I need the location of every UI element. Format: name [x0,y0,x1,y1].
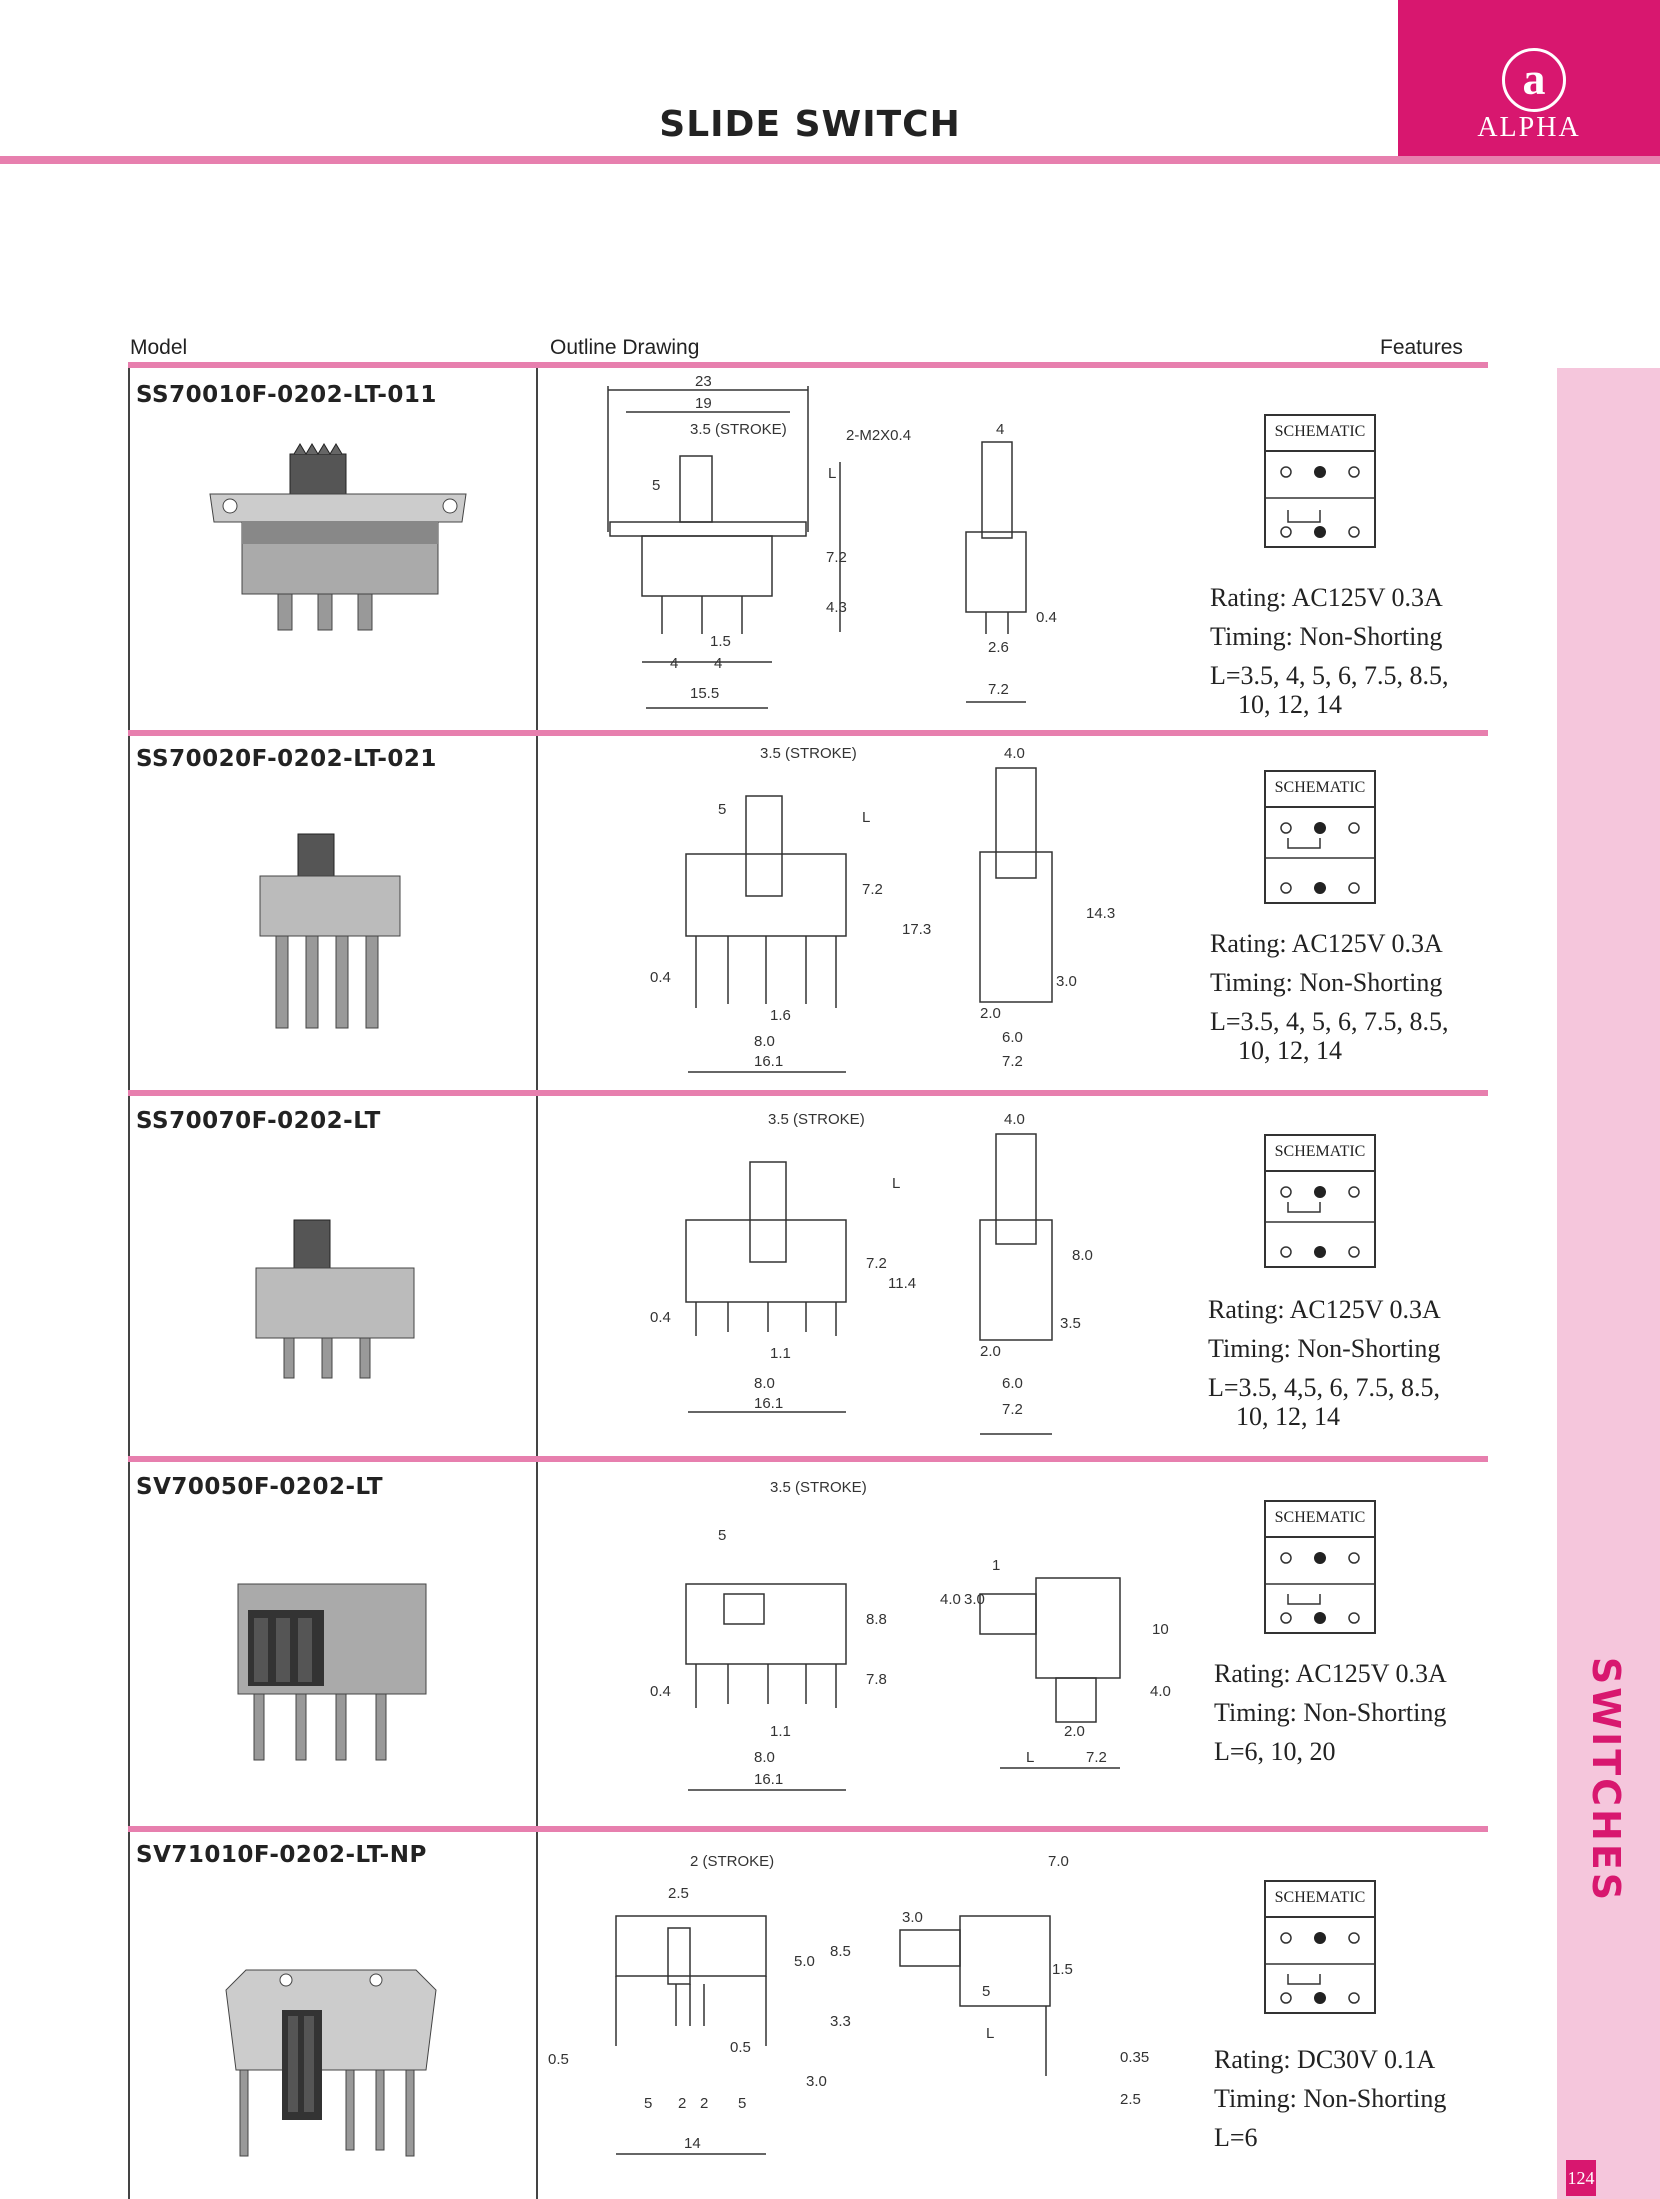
dim-label: 15.5 [690,685,720,702]
product-photo [200,440,480,650]
dim-label: 4.0 [940,1591,961,1608]
dim-label: 0.4 [650,969,671,986]
dim-label: 8.5 [830,1943,851,1960]
dim-label: 3.0 [902,1909,923,1926]
sidebar-category: SWITCHES [1584,1656,1628,1904]
dim-label: 2.0 [1064,1723,1085,1740]
dim-label: 2-M2X0.4 [846,427,912,444]
dim-label: 3.5 (STROKE) [690,421,787,438]
l-values-cont: 10, 12, 14 [1236,1402,1340,1431]
product-photo [216,1950,446,2170]
features-text [1214,2040,1446,2157]
dim-label: 1.5 [710,633,731,650]
dim-label: 2.0 [980,1005,1001,1022]
dim-label: 2 [700,2095,709,2112]
dim-label: 4.0 [1004,1111,1025,1128]
brand-name: ALPHA [1477,112,1581,143]
dim-label: 3.5 (STROKE) [768,1111,865,1128]
dim-label: 2.5 [668,1885,689,1902]
schematic-label: SCHEMATIC [1266,1882,1374,1918]
dim-label: 8.0 [754,1749,775,1766]
dim-label: 16.1 [754,1053,784,1070]
outline-drawing [640,1474,1200,1814]
dim-label: 3.0 [964,1591,985,1608]
dim-label: 1.5 [1052,1961,1073,1978]
timing: Timing: Non-Shorting [1208,1334,1441,1363]
dim-label: 10 [1152,1621,1169,1638]
rating: Rating: DC30V 0.1A [1214,2045,1436,2074]
dim-label: 0.4 [1036,609,1057,626]
dim-label: 0.5 [730,2039,751,2056]
rating: Rating: AC125V 0.3A [1214,1659,1447,1688]
brand-letter: a [1502,48,1566,112]
dim-label: 14.3 [1086,905,1116,922]
row-divider [128,1090,1488,1096]
schematic-diagram [1264,414,1376,548]
outline-drawing [590,372,1120,722]
schematic-diagram [1264,770,1376,904]
dim-label: L [986,2025,995,2042]
dim-label: 3.5 (STROKE) [760,745,857,762]
brand-logo [1398,0,1660,156]
schematic-label: SCHEMATIC [1266,772,1374,808]
dim-label: 1.1 [770,1723,791,1740]
dim-label: 6.0 [1002,1029,1023,1046]
dim-label: 5 [644,2095,653,2112]
dim-label: 5 [982,1983,991,2000]
dim-label: 7.2 [988,681,1009,698]
header-model: Model [130,336,188,359]
dim-label: 1.1 [770,1345,791,1362]
schematic-label: SCHEMATIC [1266,416,1374,452]
dim-label: 3.5 (STROKE) [770,1479,867,1496]
outline-drawing [640,742,1120,1082]
product-photo [232,1580,432,1770]
timing: Timing: Non-Shorting [1214,1698,1447,1727]
l-values: L=3.5, 4, 5, 6, 7.5, 8.5, [1210,661,1449,690]
timing: Timing: Non-Shorting [1210,968,1443,997]
product-photo [250,830,420,1040]
dim-label: 5 [718,1527,727,1544]
dim-label: 11.4 [888,1275,917,1292]
schematic-diagram [1264,1134,1376,1268]
schematic-diagram [1264,1500,1376,1634]
dim-label: 7.2 [866,1255,887,1272]
page-title: SLIDE SWITCH [659,104,961,145]
dim-label: 0.35 [1120,2049,1150,2066]
dim-label: 7.2 [826,549,847,566]
dim-label: 3.0 [806,2073,827,2090]
dim-label: 8.0 [754,1033,775,1050]
l-values: L=3.5, 4,5, 6, 7.5, 8.5, [1208,1373,1441,1402]
l-values: L=3.5, 4, 5, 6, 7.5, 8.5, [1210,1007,1449,1036]
dim-label: 7.2 [1002,1053,1023,1070]
rating: Rating: AC125V 0.3A [1210,583,1443,612]
l-values: L=6, 10, 20 [1214,1737,1336,1766]
dim-label: 17.3 [902,921,932,938]
dim-label: 7.8 [866,1671,887,1688]
dim-label: 5 [738,2095,747,2112]
schematic-label: SCHEMATIC [1266,1502,1374,1538]
dim-label: 2.6 [988,639,1009,656]
model-name: SV71010F-0202-LT-NP [136,1842,427,1868]
dim-label: 2.5 [1120,2091,1141,2108]
model-name: SV70050F-0202-LT [136,1474,384,1500]
dim-label: L [892,1175,901,1192]
row-divider [128,730,1488,736]
l-values-cont: 10, 12, 14 [1238,690,1342,719]
features-text [1208,1290,1441,1436]
row-divider [128,1826,1488,1832]
header-features: Features [1380,336,1463,359]
dim-label: 1 [992,1557,1001,1574]
model-name: SS70010F-0202-LT-011 [136,382,437,408]
dim-label: 2.0 [980,1343,1001,1360]
features-text [1210,924,1449,1070]
product-photo [250,1216,420,1386]
dim-label: 4 [996,421,1005,438]
dim-label: L [1026,1749,1035,1766]
l-values: L=6 [1214,2123,1258,2152]
rating: Rating: AC125V 0.3A [1208,1295,1441,1324]
dim-label: 5.0 [794,1953,815,1970]
dim-label: 0.4 [650,1309,671,1326]
sidebar [1557,368,1660,2199]
dim-label: 3.0 [1056,973,1077,990]
timing: Timing: Non-Shorting [1210,622,1443,651]
row-divider [128,362,1488,368]
header-divider [0,156,1660,164]
dim-label: 7.2 [862,881,883,898]
dim-label: 14 [684,2135,701,2152]
header-outline-drawing: Outline Drawing [550,336,700,359]
dim-label: 3.5 [1060,1315,1081,1332]
schematic-label: SCHEMATIC [1266,1136,1374,1172]
row-divider [128,1456,1488,1462]
dim-label: 5 [652,477,661,494]
model-name: SS70020F-0202-LT-021 [136,746,437,772]
page-number: 124 [1566,2160,1596,2196]
outline-drawing [640,1108,1120,1448]
dim-label: 8.0 [754,1375,775,1392]
features-text [1214,1654,1447,1771]
dim-label: 23 [695,373,712,390]
dim-label: 1.6 [770,1007,791,1024]
l-values-cont: 10, 12, 14 [1238,1036,1342,1065]
schematic-diagram [1264,1880,1376,2014]
dim-label: L [828,465,837,482]
dim-label: 4.0 [1004,745,1025,762]
dim-label: 2 (STROKE) [690,1853,775,1870]
dim-label: 4.3 [826,599,847,616]
timing: Timing: Non-Shorting [1214,2084,1447,2113]
dim-label: 4.0 [1150,1683,1171,1700]
features-text [1210,578,1449,724]
dim-label: 8.0 [1072,1247,1093,1264]
dim-label: 0.5 [548,2051,569,2068]
column-divider [536,365,538,2199]
rating: Rating: AC125V 0.3A [1210,929,1443,958]
dim-label: L [862,809,871,826]
dim-label: 6.0 [1002,1375,1023,1392]
dim-label: 4 [670,655,679,672]
dim-label: 19 [695,395,712,412]
dim-label: 7.2 [1002,1401,1023,1418]
dim-label: 8.8 [866,1611,887,1628]
dim-label: 4 [714,655,723,672]
dim-label: 0.4 [650,1683,671,1700]
dim-label: 5 [718,801,727,818]
model-name: SS70070F-0202-LT [136,1108,381,1134]
dim-label: 16.1 [754,1395,784,1412]
dim-label: 16.1 [754,1771,784,1788]
dim-label: 7.2 [1086,1749,1107,1766]
dim-label: 7.0 [1048,1853,1069,1870]
dim-label: 2 [678,2095,687,2112]
dim-label: 3.3 [830,2013,851,2030]
outline-drawing [540,1846,1180,2186]
